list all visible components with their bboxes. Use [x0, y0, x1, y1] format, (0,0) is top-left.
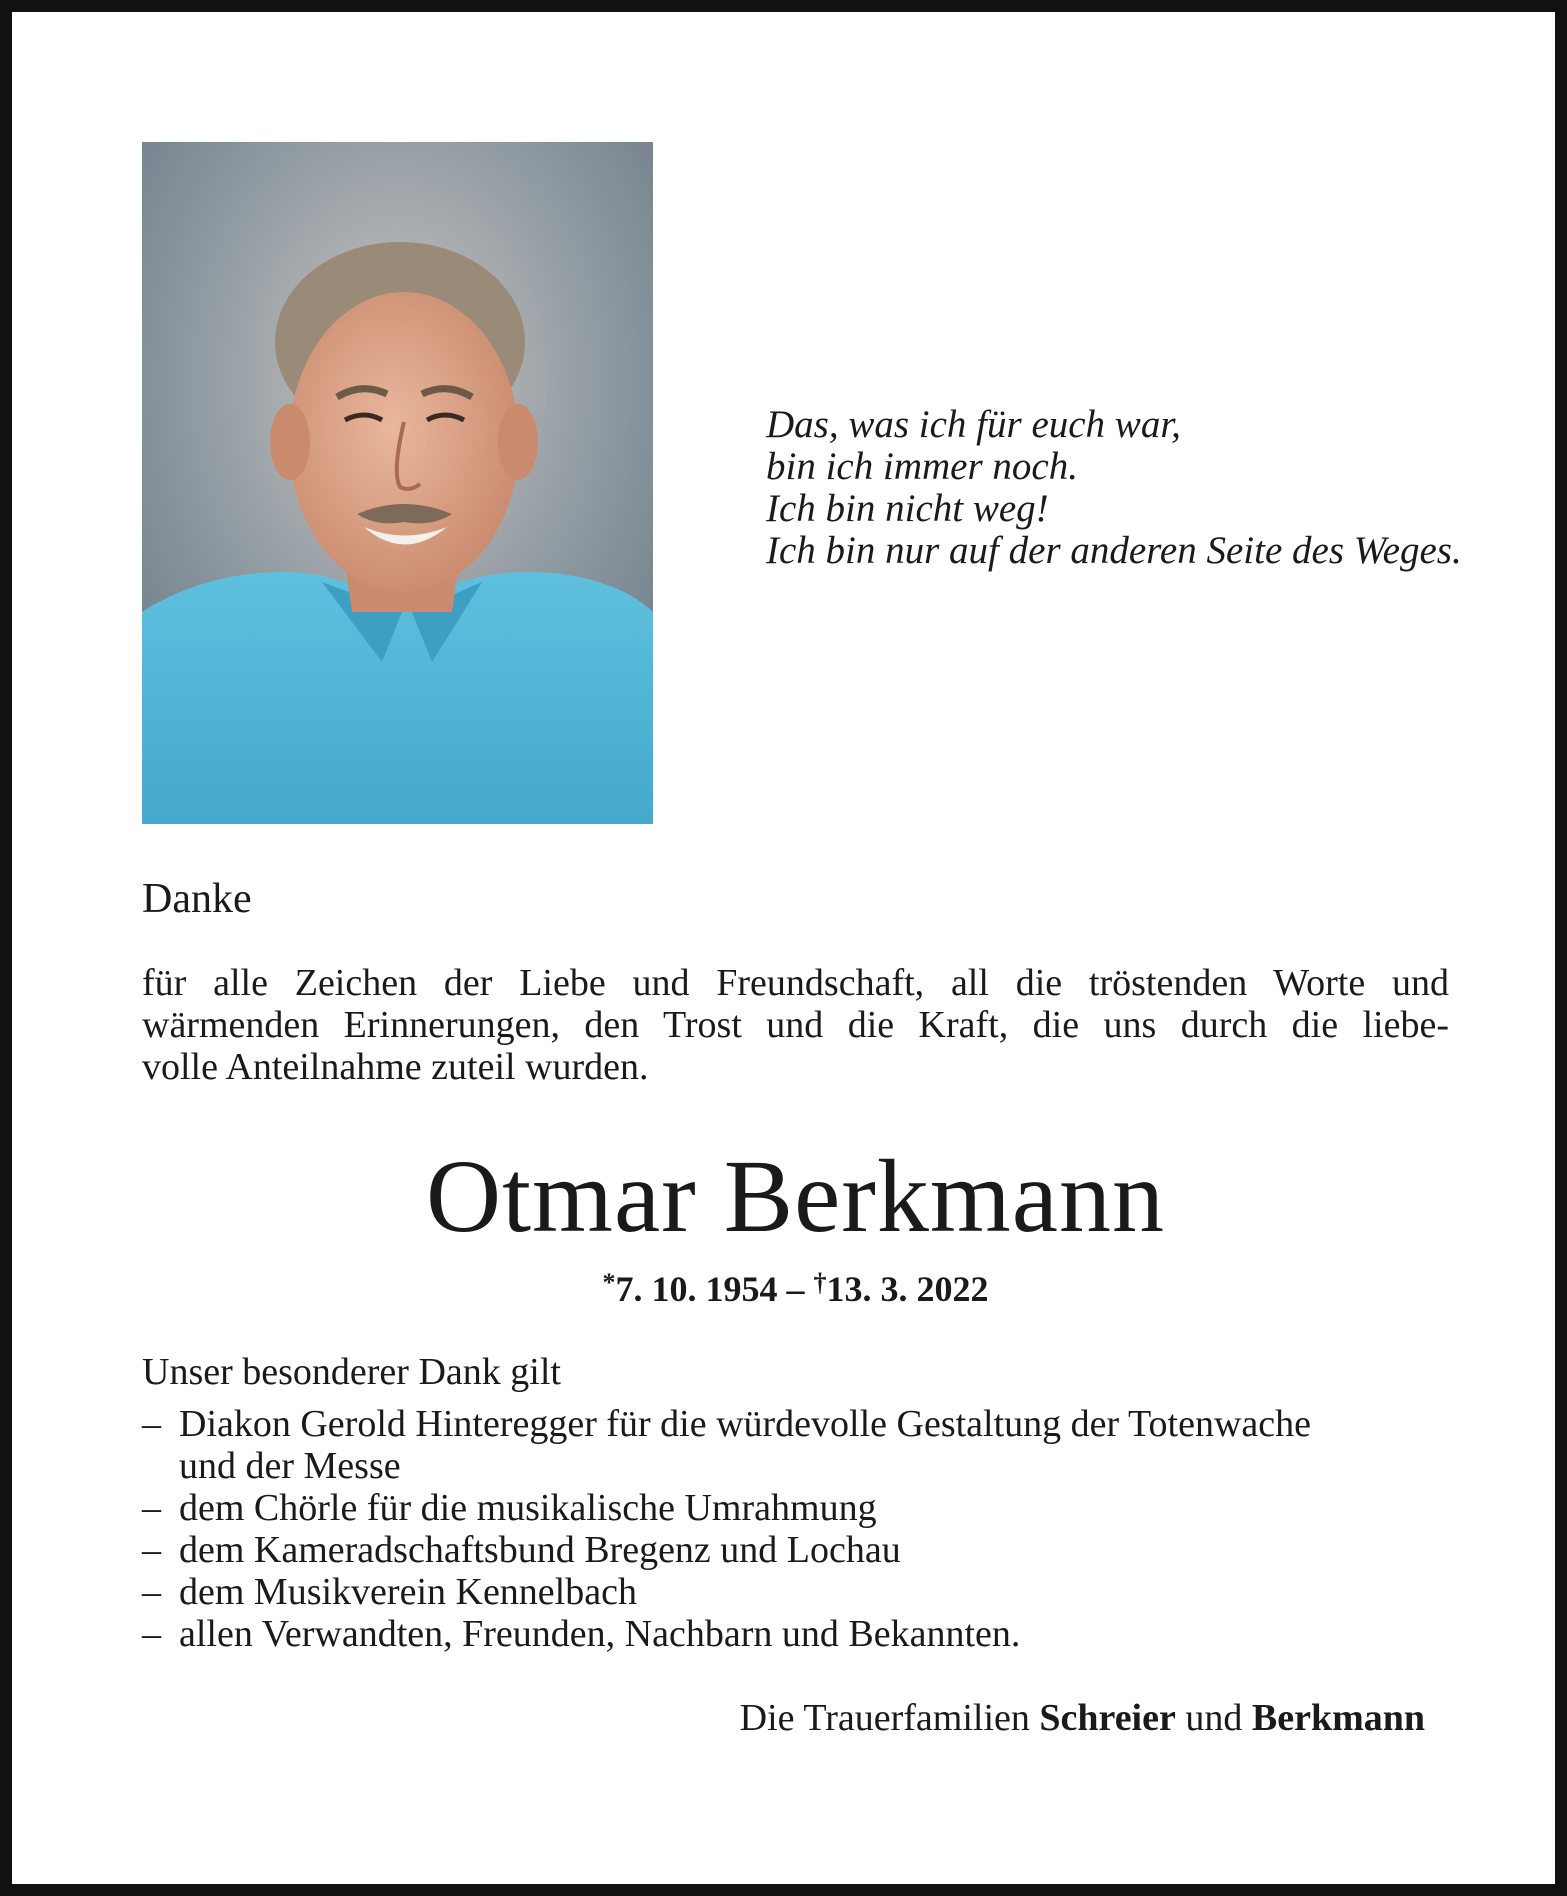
quote-line: Das, was ich für euch war,: [766, 403, 1181, 446]
special-thanks-list: [142, 1403, 1462, 1655]
thanks-paragraph: [142, 962, 1449, 1088]
memorial-quote: [766, 404, 1466, 572]
list-item: [142, 1445, 1462, 1487]
list-item: [142, 1613, 1462, 1655]
bullet-dash: –: [142, 1487, 161, 1529]
list-item-text: Diakon Gerold Hinteregger für die würdevolle Gestaltung der Totenwache: [179, 1403, 1312, 1445]
list-item: [142, 1571, 1462, 1613]
date-separator: –: [777, 1269, 814, 1309]
bullet-dash: –: [142, 1571, 161, 1613]
signature-prefix: Die Trauerfamilien: [739, 1697, 1030, 1739]
list-item-text: dem Musikverein Kennelbach: [179, 1571, 637, 1613]
bullet-dash: –: [142, 1403, 161, 1445]
life-dates: [142, 1267, 1449, 1311]
list-item: [142, 1529, 1462, 1571]
special-thanks-intro: Unser besonderer Dank gilt: [142, 1351, 561, 1393]
list-item-text: dem Chörle für die musikalische Umrahmung: [179, 1487, 877, 1529]
quote-line: bin ich immer noch.: [766, 445, 1078, 488]
death-date: 13. 3. 2022: [826, 1269, 989, 1309]
signature-conjunction: und: [1185, 1697, 1243, 1739]
birth-date: 7. 10. 1954: [615, 1269, 778, 1309]
list-item-text: allen Verwandten, Freunden, Nachbarn und Bekannten.: [179, 1613, 1021, 1655]
bullet-dash: –: [142, 1529, 161, 1571]
list-item-text: dem Kameradschaftsbund Bregenz und Lochau: [179, 1529, 901, 1571]
portrait-photo: [142, 142, 653, 824]
list-item: [142, 1487, 1462, 1529]
thanks-line: wärmenden Erinnerungen, den Trost und die Kraft, die uns durch die liebe-: [142, 1004, 1449, 1046]
thanks-heading: Danke: [142, 876, 252, 922]
family-signature: [740, 1695, 1425, 1741]
thanks-line: volle Anteilnahme zuteil wurden.: [142, 1046, 649, 1088]
family-name-berkmann: Berkmann: [1251, 1697, 1425, 1739]
birth-symbol: *: [602, 1268, 616, 1297]
portrait-illustration: [142, 142, 653, 824]
family-name-schreier: Schreier: [1039, 1697, 1176, 1739]
thanks-line: für alle Zeichen der Liebe und Freundschaft, all die tröstenden Worte und: [142, 962, 1449, 1004]
list-item: [142, 1403, 1462, 1445]
quote-line: Ich bin nur auf der anderen Seite des Weges.: [766, 529, 1462, 572]
deceased-name: Otmar Berkmann: [426, 1139, 1165, 1254]
list-item-text: und der Messe: [179, 1445, 401, 1487]
quote-line: Ich bin nicht weg!: [766, 487, 1049, 530]
death-symbol: †: [813, 1268, 827, 1297]
bullet-dash: –: [142, 1613, 161, 1655]
